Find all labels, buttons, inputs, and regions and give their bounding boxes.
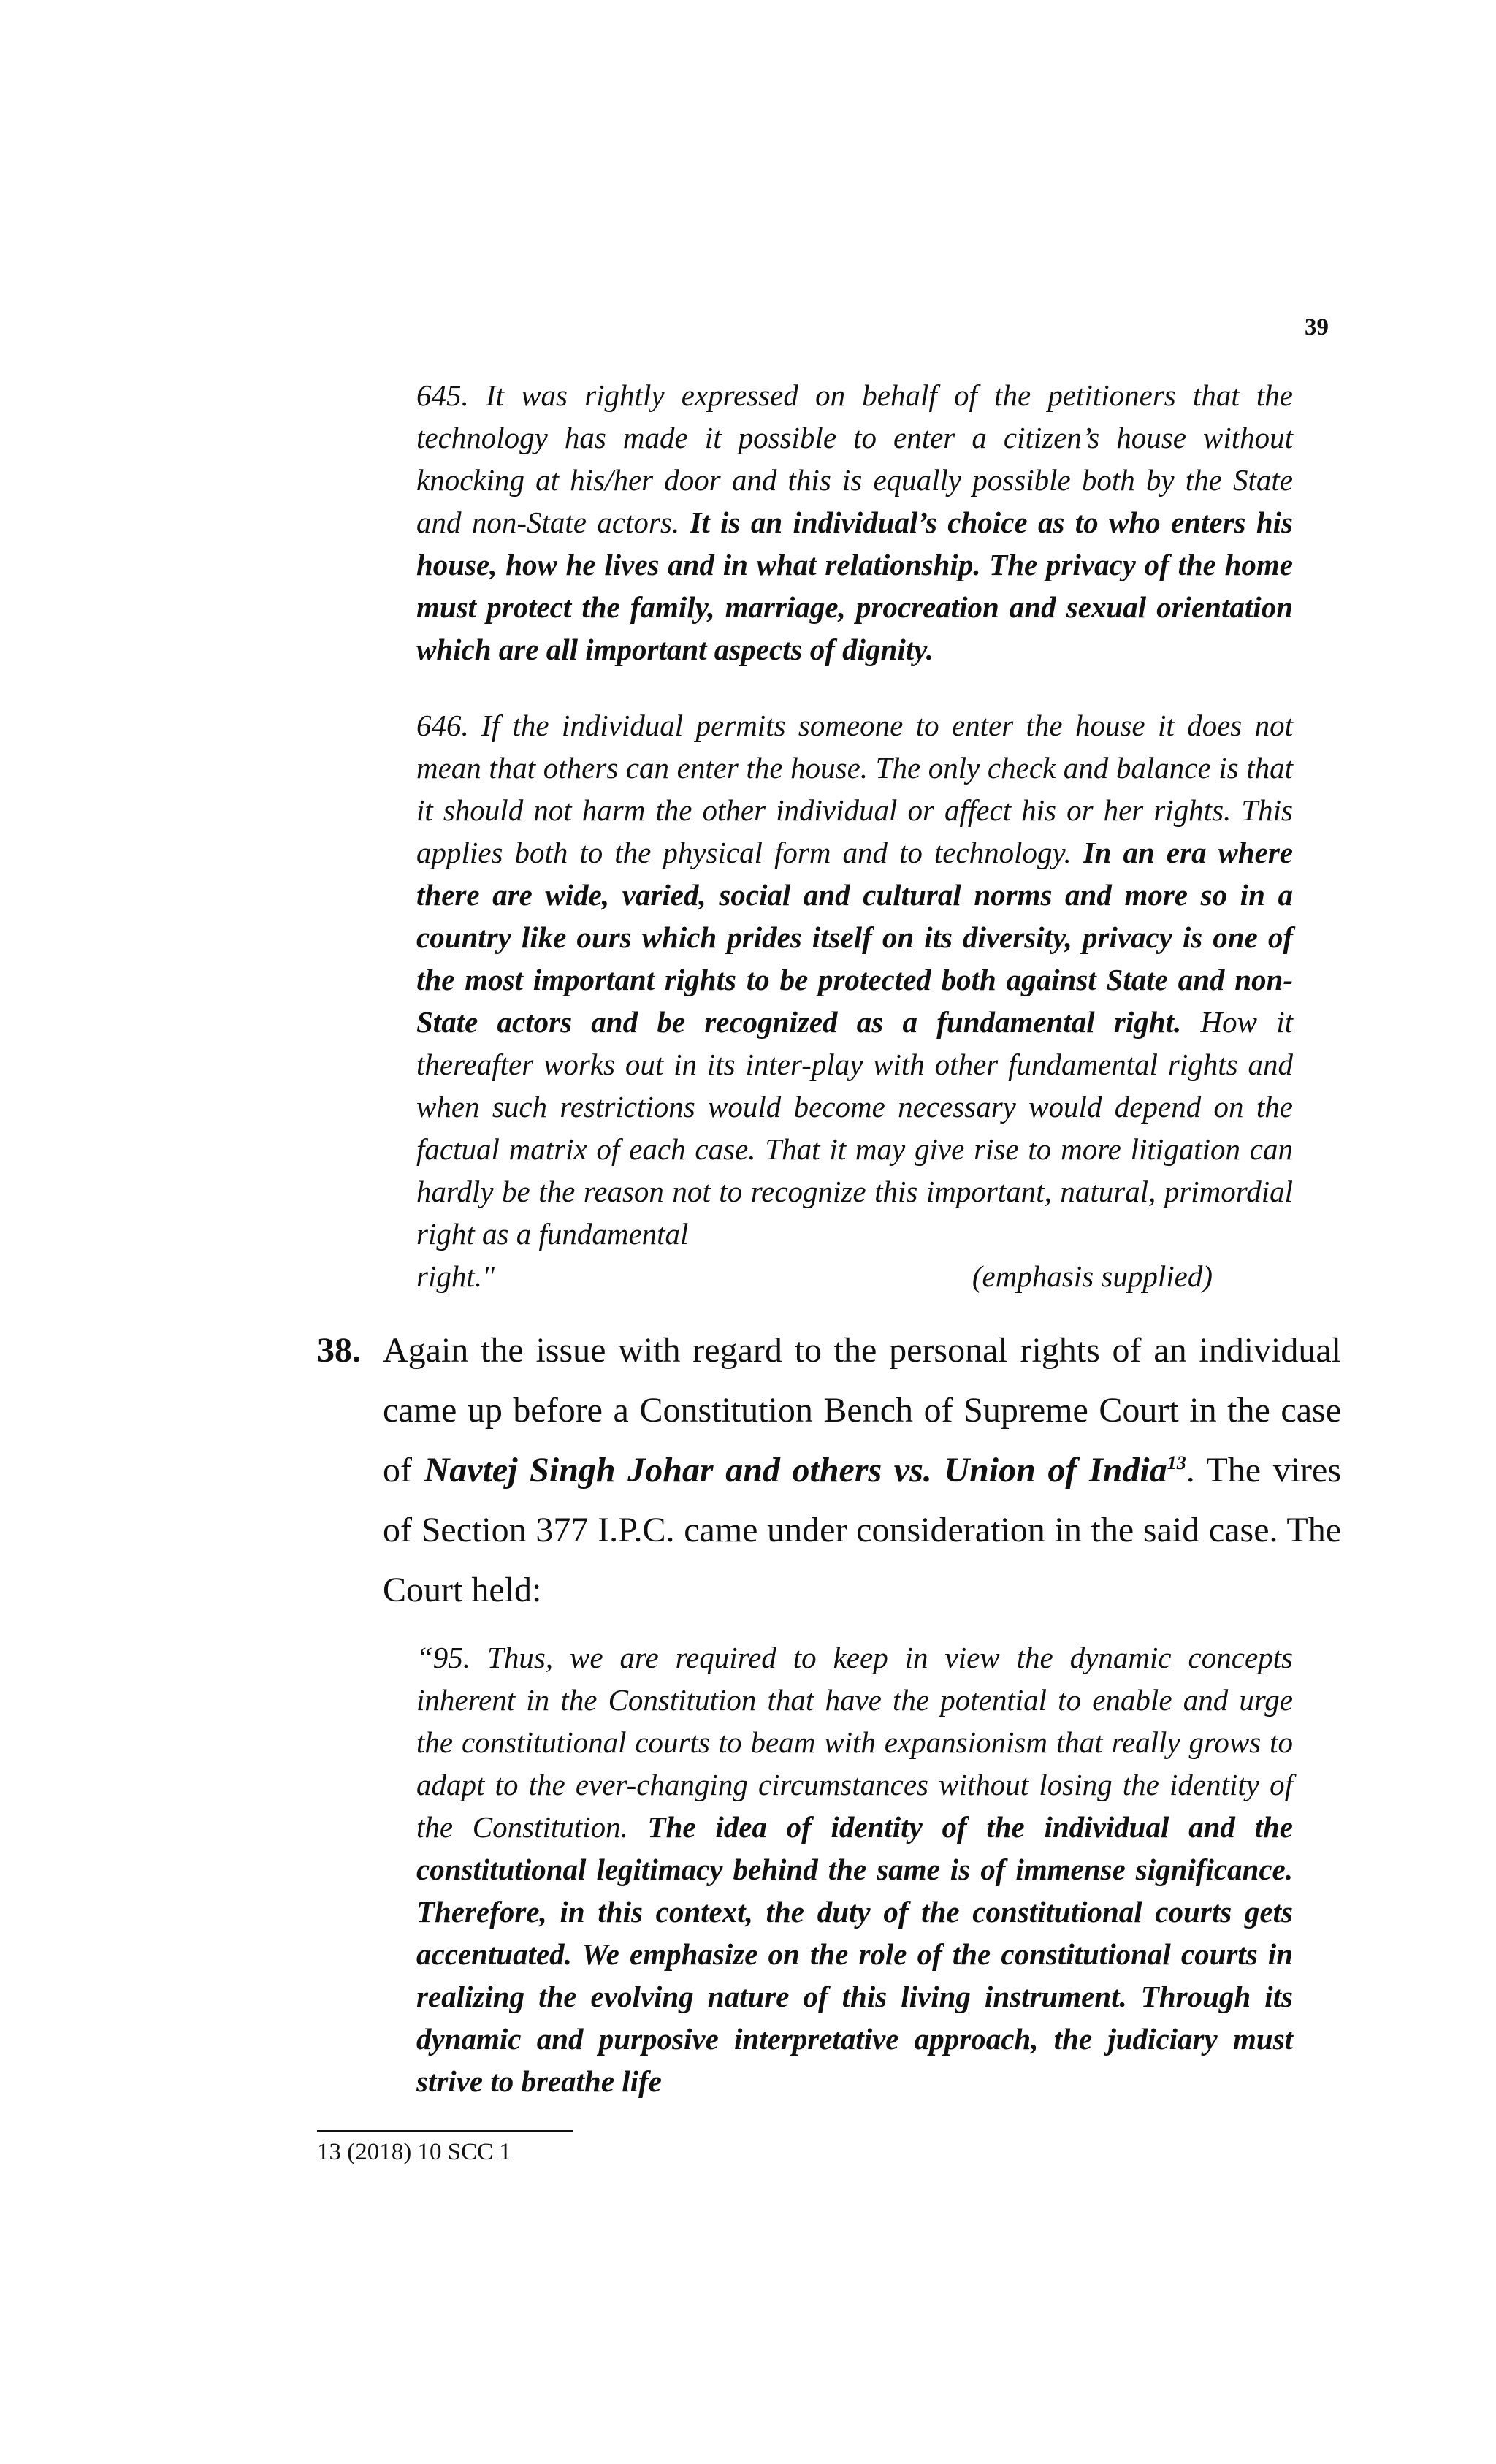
paragraph-38-text: Again the issue with regard to the personal rights of an individual came up before a Constitution Bench of Supreme Court in the case of [383, 1331, 1341, 1490]
quote-646-text-continued: How it thereafter works out in its inter-play with other fundamental rights and when such restrictions would become necessary would depend on the factual matrix of each case. That it may give rise to more litigation can hardly be the reason not to recognize this important, natural, primordial right as a fundamental [416, 1005, 1293, 1251]
quote-645-emphasis: It is an individual’s choice as to who enters his house, how he lives and in what relationship. The privacy of the home must protect the family, marriage, procreation and sexual orientation which are all important aspects of dignity. [416, 506, 1293, 666]
quote-paragraph-95 [416, 1636, 1293, 2102]
quote-95-text: “95. Thus, we are required to keep in view the dynamic concepts inherent in the Constitution that have the potential to enable and urge the constitutional courts to beam with expansionism that really grows to adapt to the ever-changing circumstances without losing the identity of the Constitution. [416, 1641, 1293, 1844]
case-name: Navtej Singh Johar and others vs. Union of India [424, 1451, 1167, 1490]
quote-95-emphasis: The idea of identity of the individual and the constitutional legitimacy behind the same is of immense significance. Therefore, in this context, the duty of the constitutional courts gets accentuated. We emphasize on the role of the constitutional courts in realizing the evolving nature of this living instrument. Through its dynamic and purposive interpretative approach, the judiciary must strive to breathe life [416, 1810, 1293, 2098]
quote-646-closing: right." [416, 1259, 495, 1293]
quote-paragraph-645 [416, 374, 1293, 671]
footnote-divider [317, 2130, 573, 2132]
paragraph-number: 38. [317, 1331, 361, 1370]
quote-646-emphasis: In an era where there are wide, varied, social and cultural norms and more so in a country like ours which prides itself on its diversity, privacy is one of the most important rights to be protected both against State and non-State actors and be recognized as a fundamental right. [416, 836, 1293, 1039]
paragraph-38-body [383, 1321, 1341, 1620]
paragraph-38 [317, 1321, 1341, 1620]
footnote-reference: 13 [1167, 1452, 1186, 1473]
page-number: 39 [1305, 314, 1329, 340]
quote-645-text: 645. It was rightly expressed on behalf of the petitioners that the technology has made it possible to enter a citizen’s house without knocking at his/her door and this is equally possible both by the State and non-State actors. [416, 378, 1293, 539]
quote-paragraph-646 [416, 704, 1293, 1297]
emphasis-note: (emphasis supplied) [972, 1259, 1213, 1293]
paragraph-38-text-continued: . The vires of Section 377 I.P.C. came under consideration in the said case. The Court held: [383, 1451, 1342, 1609]
quote-646-text: 646. If the individual permits someone to enter the house it does not mean that others can enter the house. The only check and balance is that it should not harm the other individual or affect his or her rights. This applies both to the physical form and to technology. [416, 709, 1293, 869]
footnote: 13 (2018) 10 SCC 1 [317, 2139, 511, 2165]
quote-646-last-line [416, 1255, 1293, 1297]
